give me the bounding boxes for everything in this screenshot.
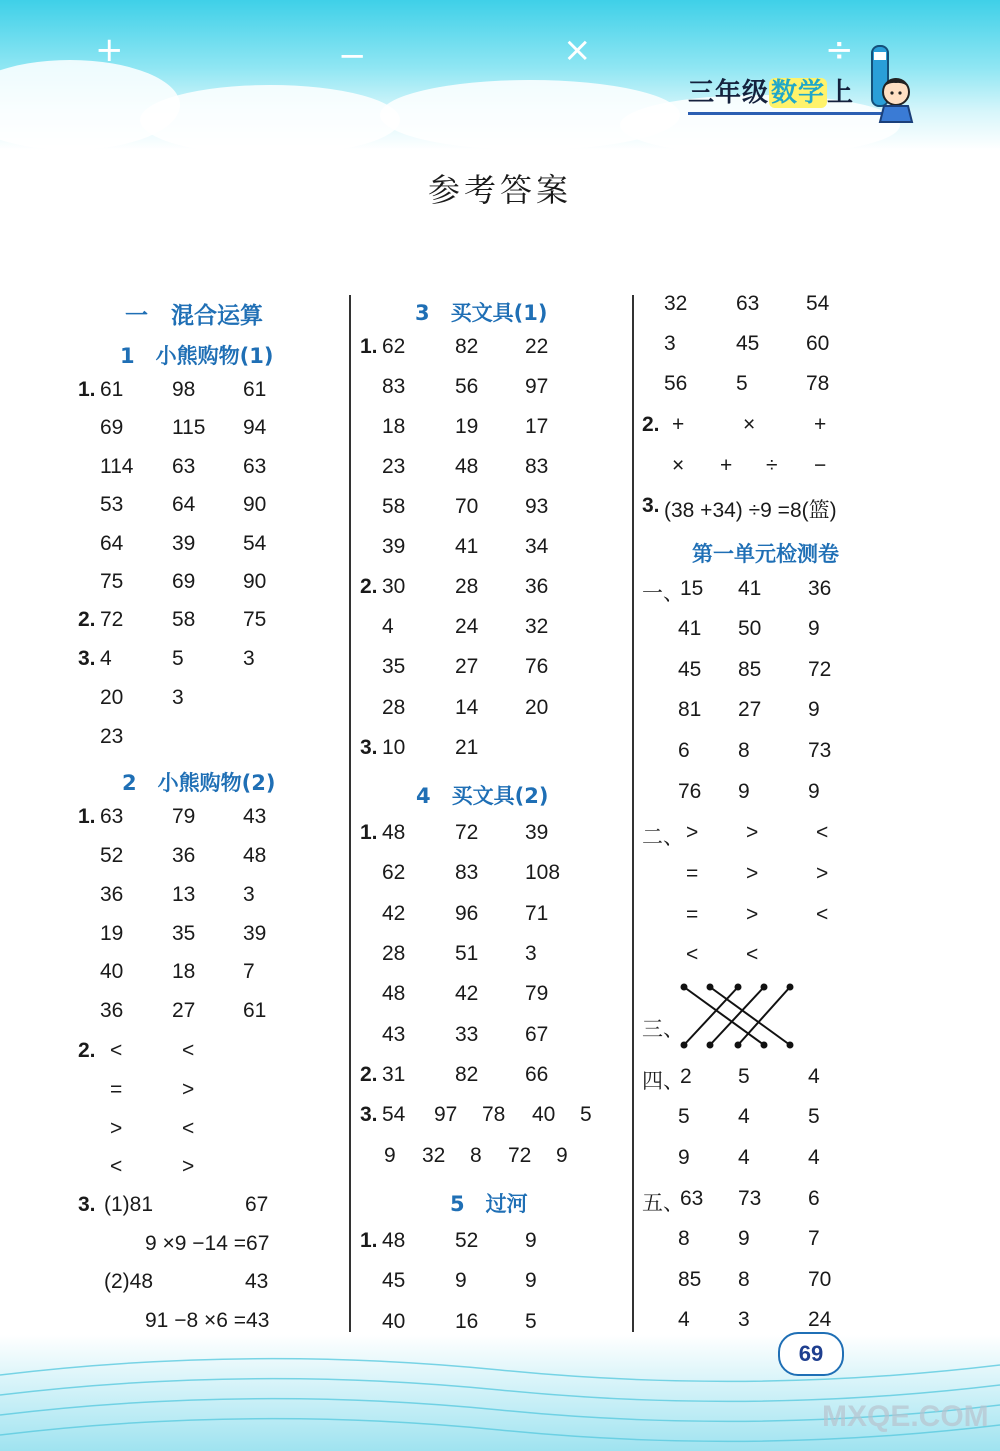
answer-value: 41 bbox=[455, 535, 479, 558]
answer-value: 20 bbox=[100, 686, 124, 709]
answer-value: 85 bbox=[678, 1268, 702, 1291]
answer-value: 7 bbox=[243, 960, 255, 983]
answer-value: 32 bbox=[422, 1144, 446, 1167]
answer-value: < bbox=[746, 943, 759, 966]
answer-value: 9 bbox=[525, 1269, 537, 1292]
answer-value: 39 bbox=[382, 535, 406, 558]
answer-value: 27 bbox=[738, 698, 762, 721]
answer-value: 13 bbox=[172, 883, 196, 906]
answer-value: 39 bbox=[525, 821, 549, 844]
answer-value: 9 bbox=[556, 1144, 568, 1167]
answer-value: 一、 bbox=[642, 582, 684, 605]
answer-value: 4 bbox=[738, 1146, 750, 1169]
answer-value: 32 bbox=[525, 615, 549, 638]
answer-value: (1)81 bbox=[104, 1193, 154, 1216]
answer-value: 4 bbox=[808, 1065, 820, 1088]
answer-value: 35 bbox=[382, 655, 406, 678]
answer-value: 64 bbox=[100, 532, 124, 555]
answer-value: 22 bbox=[525, 335, 549, 358]
answer-value: 61 bbox=[243, 999, 267, 1022]
answer-value: > bbox=[746, 821, 759, 844]
answer-value: 18 bbox=[382, 415, 406, 438]
answer-value: 4 bbox=[678, 1308, 690, 1331]
answer-value: 93 bbox=[525, 495, 549, 518]
answer-value: 3 bbox=[664, 332, 676, 355]
answer-value: 50 bbox=[738, 617, 762, 640]
answer-value: 62 bbox=[382, 861, 406, 884]
answer-value: 28 bbox=[382, 696, 406, 719]
answer-value: 58 bbox=[382, 495, 406, 518]
answer-value: 43 bbox=[243, 805, 267, 828]
answer-value: 36 bbox=[808, 577, 832, 600]
answer-value: 90 bbox=[243, 570, 267, 593]
answer-value: 72 bbox=[808, 658, 832, 681]
answer-value: 9 bbox=[738, 1227, 750, 1250]
answer-value: 9 bbox=[808, 780, 820, 803]
subject-label: 数学 bbox=[771, 78, 826, 108]
answer-value: 4 bbox=[382, 615, 394, 638]
answer-value: 32 bbox=[664, 292, 688, 315]
answer-value: 48 bbox=[455, 455, 479, 478]
term-label: 上 bbox=[827, 78, 855, 108]
answer-value: 45 bbox=[678, 658, 702, 681]
answer-value: + bbox=[720, 454, 733, 477]
answer-value: 83 bbox=[455, 861, 479, 884]
answer-value: 9 bbox=[808, 698, 820, 721]
answer-value: 33 bbox=[455, 1023, 479, 1046]
answer-value: 9 ×9 −14 =67 bbox=[145, 1232, 270, 1255]
answer-value: 79 bbox=[172, 805, 196, 828]
answer-value: 63 bbox=[172, 455, 196, 478]
answer-value: < bbox=[182, 1117, 195, 1140]
answer-value: 76 bbox=[678, 780, 702, 803]
answer-value: 19 bbox=[100, 922, 124, 945]
answer-value: 8 bbox=[470, 1144, 482, 1167]
answer-value: 3 bbox=[243, 883, 255, 906]
answer-value: 63 bbox=[680, 1187, 704, 1210]
answer-value: < bbox=[686, 943, 699, 966]
answer-value: (38 +34) ÷9 =8(篮) bbox=[664, 499, 837, 522]
answer-value: 73 bbox=[738, 1187, 762, 1210]
answer-value: ÷ bbox=[766, 454, 778, 477]
section-heading: 1 小熊购物(1) bbox=[120, 344, 274, 368]
answer-value: 48 bbox=[382, 821, 406, 844]
cloud-decoration bbox=[140, 85, 400, 155]
answer-value: 5 bbox=[738, 1065, 750, 1088]
answer-value: 79 bbox=[525, 982, 549, 1005]
answer-value: 5 bbox=[172, 647, 184, 670]
section-heading: 4 买文具(2) bbox=[416, 784, 549, 808]
answer-value: 70 bbox=[808, 1268, 832, 1291]
answer-value: 108 bbox=[525, 861, 561, 884]
answer-value: 14 bbox=[455, 696, 479, 719]
answer-value: > bbox=[746, 903, 759, 926]
answer-value: 27 bbox=[455, 655, 479, 678]
answer-value: 71 bbox=[525, 902, 549, 925]
question-number: 3. bbox=[78, 1193, 96, 1216]
question-number: 2. bbox=[642, 413, 660, 436]
mascot-girl-icon bbox=[858, 42, 916, 124]
answer-value: 35 bbox=[172, 922, 196, 945]
answer-value: 36 bbox=[100, 999, 124, 1022]
question-number: 3. bbox=[360, 736, 378, 759]
answer-value: > bbox=[746, 862, 759, 885]
answer-value: 70 bbox=[455, 495, 479, 518]
answer-value: 9 bbox=[738, 780, 750, 803]
divide-symbol-decoration: ÷ bbox=[825, 30, 854, 70]
answer-value: 9 bbox=[678, 1146, 690, 1169]
minus-symbol-decoration: − bbox=[338, 36, 367, 76]
answer-value: 72 bbox=[508, 1144, 532, 1167]
answer-value: + bbox=[814, 413, 827, 436]
answer-value: 98 bbox=[172, 378, 196, 401]
answer-value: 115 bbox=[172, 416, 206, 439]
answer-value: 15 bbox=[680, 577, 704, 600]
answer-value: = bbox=[686, 862, 699, 885]
answer-value: 36 bbox=[172, 844, 196, 867]
answer-value: 54 bbox=[243, 532, 267, 555]
question-number: 3. bbox=[78, 647, 96, 670]
answer-value: 4 bbox=[738, 1105, 750, 1128]
answer-value: 24 bbox=[455, 615, 479, 638]
answer-value: 96 bbox=[455, 902, 479, 925]
answer-value: 72 bbox=[455, 821, 479, 844]
answer-value: 5 bbox=[678, 1105, 690, 1128]
answer-value: 5 bbox=[736, 372, 748, 395]
section-heading: 第一单元检测卷 bbox=[692, 542, 839, 566]
answer-value: > bbox=[110, 1117, 123, 1140]
answer-value: 48 bbox=[382, 982, 406, 1005]
answer-value: 5 bbox=[808, 1105, 820, 1128]
answer-value: 82 bbox=[455, 1063, 479, 1086]
answer-value: 48 bbox=[382, 1229, 406, 1252]
answer-value: 63 bbox=[243, 455, 267, 478]
answer-value: 81 bbox=[678, 698, 702, 721]
section-heading: 5 过河 bbox=[450, 1192, 528, 1216]
answer-value: 28 bbox=[382, 942, 406, 965]
question-number: 3. bbox=[360, 1103, 378, 1126]
answer-value: 40 bbox=[532, 1103, 556, 1126]
section-heading: 3 买文具(1) bbox=[415, 301, 548, 325]
answer-value: 85 bbox=[738, 658, 762, 681]
answer-value: 4 bbox=[808, 1146, 820, 1169]
answer-value: 91 −8 ×6 =43 bbox=[145, 1309, 270, 1332]
answer-value: 9 bbox=[384, 1144, 396, 1167]
answer-value: 76 bbox=[525, 655, 549, 678]
answer-value: 43 bbox=[245, 1270, 269, 1293]
answer-value: 8 bbox=[738, 739, 750, 762]
answer-value: 10 bbox=[382, 736, 406, 759]
answer-value: 56 bbox=[455, 375, 479, 398]
answer-value: − bbox=[814, 454, 827, 477]
grade-label: 三年级 bbox=[688, 78, 770, 108]
answer-value: 73 bbox=[808, 739, 832, 762]
question-number: 1. bbox=[78, 378, 96, 401]
answer-value: 41 bbox=[678, 617, 702, 640]
answer-value: 24 bbox=[808, 1308, 832, 1331]
answer-value: 4 bbox=[100, 647, 112, 670]
plus-symbol-decoration: + bbox=[95, 30, 124, 70]
answer-value: 二、 bbox=[642, 826, 684, 849]
answer-value: 三、 bbox=[642, 1018, 684, 1041]
answer-value: 9 bbox=[525, 1229, 537, 1252]
answer-value: × bbox=[743, 413, 756, 436]
answer-value: 3 bbox=[738, 1308, 750, 1331]
answer-value: 53 bbox=[100, 493, 124, 516]
answer-value: 39 bbox=[172, 532, 196, 555]
answer-value: 52 bbox=[455, 1229, 479, 1252]
answer-value: 83 bbox=[382, 375, 406, 398]
answer-value: 23 bbox=[382, 455, 406, 478]
column-divider-right bbox=[632, 295, 634, 1332]
answer-value: 39 bbox=[243, 922, 267, 945]
answer-value: 67 bbox=[245, 1193, 269, 1216]
answer-value: 45 bbox=[736, 332, 760, 355]
answer-value: 48 bbox=[243, 844, 267, 867]
answer-value: 51 bbox=[455, 942, 479, 965]
answer-value: = bbox=[110, 1078, 123, 1101]
answer-value: 52 bbox=[100, 844, 124, 867]
answer-value: 75 bbox=[100, 570, 124, 593]
answer-value: 3 bbox=[172, 686, 184, 709]
answer-value: 78 bbox=[806, 372, 830, 395]
answer-value: 78 bbox=[482, 1103, 506, 1126]
answer-value: 58 bbox=[172, 608, 196, 631]
answer-value: 6 bbox=[808, 1187, 820, 1210]
answer-value: 62 bbox=[382, 335, 406, 358]
answer-value: 四、 bbox=[642, 1070, 684, 1093]
page-title: 参考答案 bbox=[427, 171, 572, 209]
answer-value: 3 bbox=[243, 647, 255, 670]
answer-value: 61 bbox=[243, 378, 267, 401]
answer-value: 43 bbox=[382, 1023, 406, 1046]
answer-value: 56 bbox=[664, 372, 688, 395]
answer-value: 27 bbox=[172, 999, 196, 1022]
answer-value: 34 bbox=[525, 535, 549, 558]
answer-value: 19 bbox=[455, 415, 479, 438]
answer-value: 94 bbox=[243, 416, 267, 439]
answer-value: 2 bbox=[680, 1065, 692, 1088]
answer-value: 30 bbox=[382, 575, 406, 598]
answer-value: = bbox=[686, 903, 699, 926]
answer-value: 60 bbox=[806, 332, 830, 355]
answer-value: 21 bbox=[455, 736, 479, 759]
answer-value: < bbox=[816, 821, 829, 844]
section-heading: 2 小熊购物(2) bbox=[122, 771, 276, 795]
answer-value: 90 bbox=[243, 493, 267, 516]
answer-value: 7 bbox=[808, 1227, 820, 1250]
answer-value: 75 bbox=[243, 608, 267, 631]
column-divider-left bbox=[349, 295, 351, 1332]
page-number: 69 bbox=[778, 1332, 844, 1376]
answer-value: 72 bbox=[100, 608, 124, 631]
answer-value: 82 bbox=[455, 335, 479, 358]
answer-value: 54 bbox=[382, 1103, 406, 1126]
answer-value: + bbox=[672, 413, 685, 436]
answer-value: 20 bbox=[525, 696, 549, 719]
answer-value: 17 bbox=[525, 415, 549, 438]
answer-value: 16 bbox=[455, 1310, 479, 1333]
answer-value: 36 bbox=[100, 883, 124, 906]
answer-value: 69 bbox=[100, 416, 124, 439]
answer-value: 40 bbox=[382, 1310, 406, 1333]
answer-value: 42 bbox=[382, 902, 406, 925]
answer-value: 18 bbox=[172, 960, 196, 983]
answer-value: 83 bbox=[525, 455, 549, 478]
book-label bbox=[688, 72, 854, 109]
answer-value: < bbox=[182, 1039, 195, 1062]
answer-value: 97 bbox=[434, 1103, 458, 1126]
answer-value: 8 bbox=[678, 1227, 690, 1250]
answer-value: 114 bbox=[100, 455, 134, 478]
answer-value: 45 bbox=[382, 1269, 406, 1292]
watermark: MXQE.COM bbox=[822, 1400, 989, 1433]
answer-value: 28 bbox=[455, 575, 479, 598]
question-number: 1. bbox=[78, 805, 96, 828]
answer-value: × bbox=[672, 454, 685, 477]
answer-value: 5 bbox=[580, 1103, 592, 1126]
answer-value: 31 bbox=[382, 1063, 406, 1086]
answer-value: 8 bbox=[738, 1268, 750, 1291]
question-number: 3. bbox=[642, 494, 660, 517]
answer-value: > bbox=[816, 862, 829, 885]
answer-value: 97 bbox=[525, 375, 549, 398]
answer-value: 41 bbox=[738, 577, 762, 600]
answer-value: 54 bbox=[806, 292, 830, 315]
times-symbol-decoration: × bbox=[563, 30, 592, 70]
answer-value: 23 bbox=[100, 725, 124, 748]
answer-value: 67 bbox=[525, 1023, 549, 1046]
answer-value: 63 bbox=[100, 805, 124, 828]
answer-value: 3 bbox=[525, 942, 537, 965]
answer-value: 61 bbox=[100, 378, 124, 401]
answer-value: 42 bbox=[455, 982, 479, 1005]
answer-value: 64 bbox=[172, 493, 196, 516]
answer-value: > bbox=[182, 1155, 195, 1178]
question-number: 2. bbox=[78, 1039, 96, 1062]
answer-value: (2)48 bbox=[104, 1270, 154, 1293]
answer-value: 63 bbox=[736, 292, 760, 315]
section-heading: 一 混合运算 bbox=[125, 303, 263, 329]
question-number: 1. bbox=[360, 821, 378, 844]
question-number: 2. bbox=[360, 575, 378, 598]
answer-value: 66 bbox=[525, 1063, 549, 1086]
answer-value: 69 bbox=[172, 570, 196, 593]
answer-value: 40 bbox=[100, 960, 124, 983]
answer-value: < bbox=[110, 1155, 123, 1178]
answer-value: 9 bbox=[808, 617, 820, 640]
answer-value: 36 bbox=[525, 575, 549, 598]
answer-value: > bbox=[182, 1078, 195, 1101]
answer-value: 五、 bbox=[642, 1192, 684, 1215]
question-number: 2. bbox=[360, 1063, 378, 1086]
answer-value: 9 bbox=[455, 1269, 467, 1292]
answer-value: > bbox=[686, 821, 699, 844]
answer-value: < bbox=[110, 1039, 123, 1062]
question-number: 1. bbox=[360, 1229, 378, 1252]
answer-value: 6 bbox=[678, 739, 690, 762]
matching-lines-diagram bbox=[676, 975, 806, 1055]
answer-value: 5 bbox=[525, 1310, 537, 1333]
question-number: 1. bbox=[360, 335, 378, 358]
answer-value: < bbox=[816, 903, 829, 926]
question-number: 2. bbox=[78, 608, 96, 631]
